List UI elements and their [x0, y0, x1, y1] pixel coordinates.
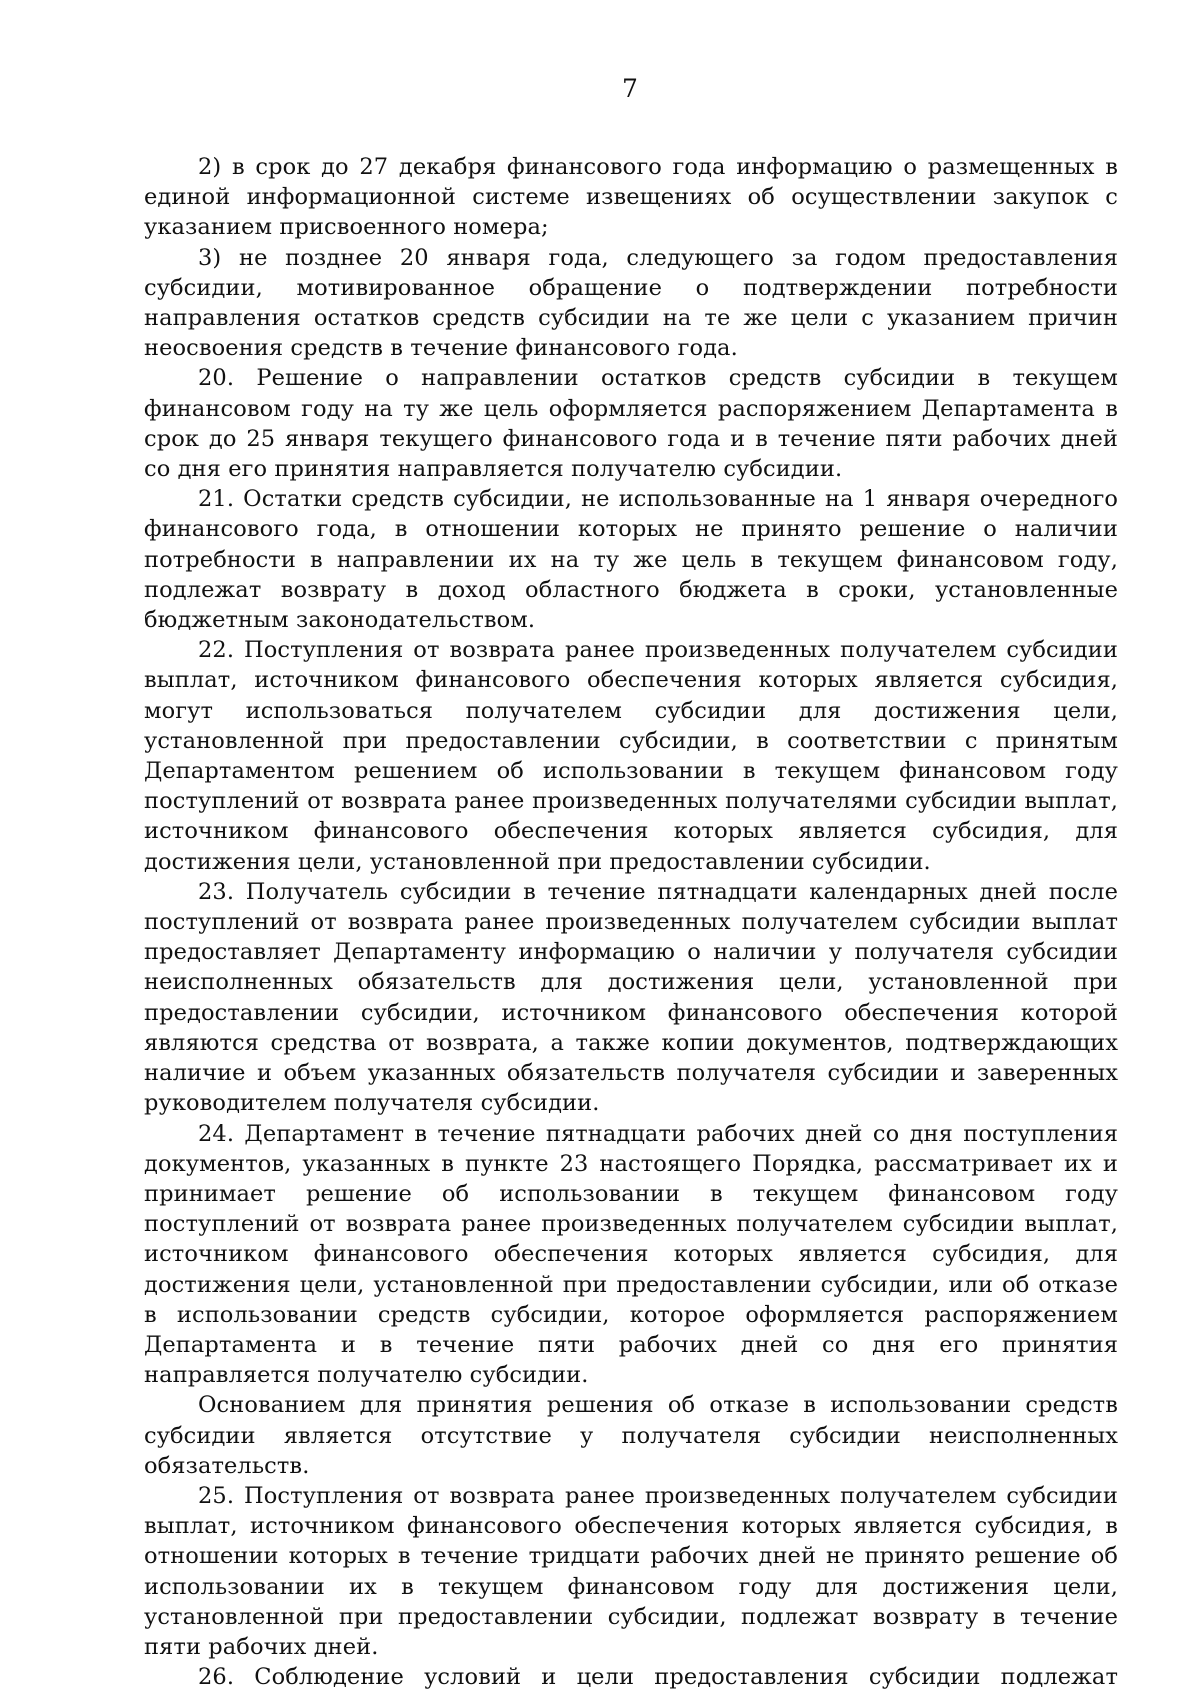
paragraph-clause-25: 25. Поступления от возврата ранее произведенных получателем субсидии выплат, источником финансового обеспечения которых является субсидия, в отношении которых в течение тридцати рабочих дней не принято решение об использовании их в текущем финансовом году для достижения цели, установленной при предоставлении субсидии, подлежат возврату в течение пяти рабочих дней.	[144, 1482, 1118, 1660]
paragraph-clause-22: 22. Поступления от возврата ранее произведенных получателем субсидии выплат, источником финансового обеспечения которых является субсидия, могут использоваться получателем субсидии для достижения цели, установленной при предоставлении субсидии, в соответствии с принятым Департаментом решением об использовании в текущем финансовом году поступлений от возврата ранее произведенных получателями субсидии выплат, источником финансового обеспечения которых является субсидия, для достижения цели, установленной при предоставлении субсидии.	[144, 637, 1118, 875]
page-number: 7	[622, 74, 638, 103]
document-body	[144, 152, 1118, 1692]
paragraph-clause-26: 26. Соблюдение условий и цели предоставления субсидии подлежат	[198, 1664, 1118, 1691]
paragraph-refusal-grounds: Основанием для принятия решения об отказе в использовании средств субсидии является отсутствие у получателя субсидии неисполненных обязательств.	[144, 1392, 1118, 1479]
paragraph-clause-21: 21. Остатки средств субсидии, не использованные на 1 января очередного финансового года, в отношении которых не принято решение о наличии потребности в направлении их на ту же цель в текущем финансовом году, подлежат возврату в доход областного бюджета в сроки, установленные бюджетным законодательством.	[144, 486, 1118, 634]
paragraph-clause-20: 20. Решение о направлении остатков средств субсидии в текущем финансовом году на ту же цель оформляется распоряжением Департамента в срок до 25 января текущего финансового года и в течение пяти рабочих дней со дня его принятия направляется получателю субсидии.	[144, 365, 1118, 483]
paragraph-subitem-2: 2) в срок до 27 декабря финансового года информацию о размещенных в единой информационной системе извещениях об осуществлении закупок с указанием присвоенного номера;	[144, 154, 1118, 241]
paragraph-clause-23: 23. Получатель субсидии в течение пятнадцати календарных дней после поступлений от возврата ранее произведенных получателем субсидии выплат предоставляет Департаменту информацию о наличии у получателя субсидии неисполненных обязательств для достижения цели, установленной при предоставлении субсидии, источником финансового обеспечения которой являются средства от возврата, а также копии документов, подтверждающих наличие и объем указанных обязательств получателя субсидии и заверенных руководителем получателя субсидии.	[144, 878, 1118, 1117]
paragraph-clause-24: 24. Департамент в течение пятнадцати рабочих дней со дня поступления документов, указанных в пункте 23 настоящего Порядка, рассматривает их и принимает решение об использовании в текущем финансовом году поступлений от возврата ранее произведенных получателем субсидии выплат, источником финансового обеспечения которых является субсидия, для достижения цели, установленной при предоставлении субсидии, или об отказе в использовании средств субсидии, которое оформляется распоряжением Департамента и в течение пяти рабочих дней со дня его принятия направляется получателю субсидии.	[144, 1120, 1118, 1389]
paragraph-subitem-3: 3) не позднее 20 января года, следующего за годом предоставления субсидии, мотивированное обращение о подтверждении потребности направления остатков средств субсидии на те же цели с указанием причин неосвоения средств в течение финансового года.	[144, 244, 1118, 362]
